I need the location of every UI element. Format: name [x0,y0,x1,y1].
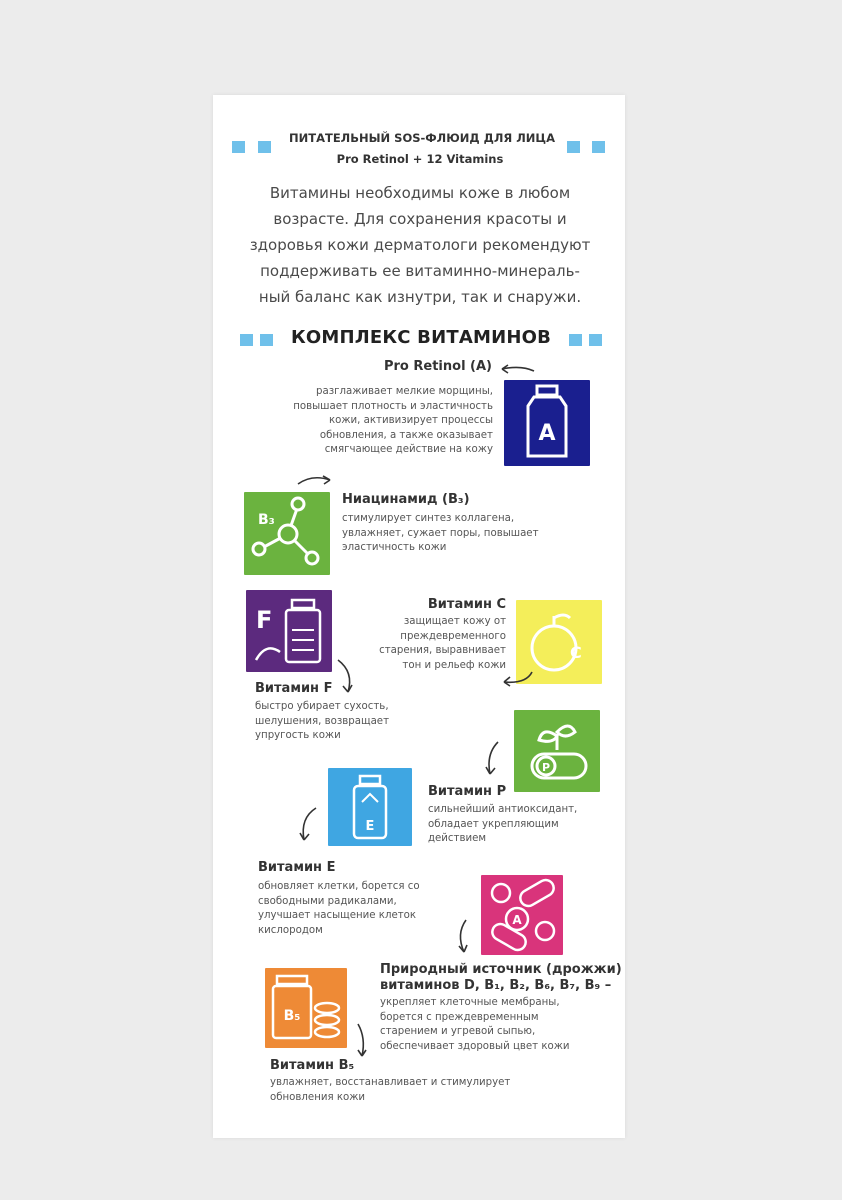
desc-line: тон и рельеф кожи [402,659,506,671]
desc-line: защищает кожу от [403,616,506,627]
vitamin-c-name: Витамин C [427,597,506,612]
desc-line: старением и угревой сыпью, [380,1026,536,1037]
intro-line: возрасте. Для сохранения красоты и [273,210,567,228]
deco-square [592,141,605,153]
vitamin-a-name: Pro Retinol (A) [383,359,492,374]
arrow-icon [496,363,536,377]
svg-text:B₃: B₃ [258,512,275,528]
deco-square [569,334,582,346]
arrow-icon [352,1022,374,1062]
svg-text:C: C [570,643,582,662]
niacinamide-name: Ниацинамид (B₃) [342,492,470,507]
deco-square [567,141,580,153]
desc-line: свободными радикалами, [258,895,397,907]
svg-text:E: E [365,819,375,834]
desc-line: действием [428,833,487,844]
vitamin-e-desc [258,880,458,938]
desc-line: увлажняет, сужает поры, повышает [342,527,539,539]
product-title: ПИТАТЕЛЬНЫЙ SOS-ФЛЮИД ДЛЯ ЛИЦА [288,131,556,145]
desc-line: обновления кожи [270,1091,366,1103]
desc-line: повышает плотность и эластичность [293,400,493,412]
desc-line: разглаживает мелкие морщины, [315,386,493,397]
desc-line: улучшает насыщение клеток [258,910,417,921]
yeast-capsules-icon [481,875,563,955]
deco-square [232,141,245,153]
deco-square [589,334,602,346]
desc-line: упругость кожи [255,730,341,741]
vitamin-b5-name: Витамин B₅ [270,1058,355,1073]
niacinamide-molecule-icon [244,492,330,575]
product-subtitle: Pro Retinol + 12 Vitamins [336,152,504,166]
arrow-icon [452,918,478,958]
svg-text:F: F [256,606,273,634]
yeast-name-line1: Природный источник (дрожжи) [380,962,622,977]
yeast-name-line2: витаминов D, B₁, B₂, B₆, B₇, B₉ – [380,978,612,993]
desc-line: смягчающее действие на кожу [324,444,493,455]
desc-line: кожи, активизирует процессы [328,415,493,426]
svg-text:A: A [538,421,556,446]
vitamin-b5-jar-icon [265,968,347,1048]
desc-line: быстро убирает сухость, [255,701,389,712]
vitamin-p-desc [428,803,604,847]
arrow-icon [480,740,506,780]
intro-paragraph [240,180,600,310]
vitamin-p-plant-icon [514,710,600,792]
desc-line: старения, выравнивает [379,645,506,656]
desc-line: стимулирует синтез коллагена, [342,513,515,524]
arrow-icon [496,668,536,690]
vitamin-a-jar-icon [504,380,590,466]
desc-line: борется с преждевременным [380,1011,539,1023]
desc-line: укрепляет клеточные мембраны, [380,997,560,1008]
vitamin-e-name: Витамин E [258,860,336,875]
niacinamide-desc [342,512,582,556]
arrow-icon [296,472,336,488]
desc-line: преждевременного [400,630,506,642]
desc-line: эластичность кожи [342,542,447,553]
section-title: КОМПЛЕКС ВИТАМИНОВ [290,327,552,348]
desc-line: обновления, а также оказывает [319,429,493,441]
desc-line: сильнейший антиоксидант, [428,804,578,815]
svg-text:P: P [542,761,551,774]
intro-line: ный баланс как изнутри, так и снаружи. [258,288,582,306]
deco-square [240,334,253,346]
desc-line: обладает укрепляющим [428,818,559,830]
desc-line: обновляет клетки, борется со [258,881,420,892]
yeast-desc [380,996,608,1054]
vitamin-f-name: Витамин F [255,681,333,696]
svg-text:B₅: B₅ [283,1008,301,1024]
intro-line: здоровья кожи дерматологи рекомендуют [249,236,591,254]
vitamin-a-desc [268,385,493,458]
deco-square [258,141,271,153]
desc-line: шелушения, возвращает [255,715,390,727]
intro-line: поддерживать ее витаминно-минераль- [260,262,580,280]
vitamin-f-desc [255,700,435,744]
vitamin-c-desc [346,615,506,673]
desc-line: увлажняет, восстанавливает и стимулирует [270,1077,511,1088]
vitamin-b5-desc [270,1076,570,1105]
vitamin-e-jar-icon [328,768,412,846]
vitamin-p-name: Витамин P [428,784,507,799]
deco-square [260,334,273,346]
arrow-icon [296,806,322,846]
intro-line: Витамины необходимы коже в любом [269,184,571,202]
desc-line: обеспечивает здоровый цвет кожи [380,1040,570,1052]
vitamin-f-jar-icon [246,590,332,672]
svg-text:A: A [512,913,522,927]
desc-line: кислородом [258,924,323,936]
